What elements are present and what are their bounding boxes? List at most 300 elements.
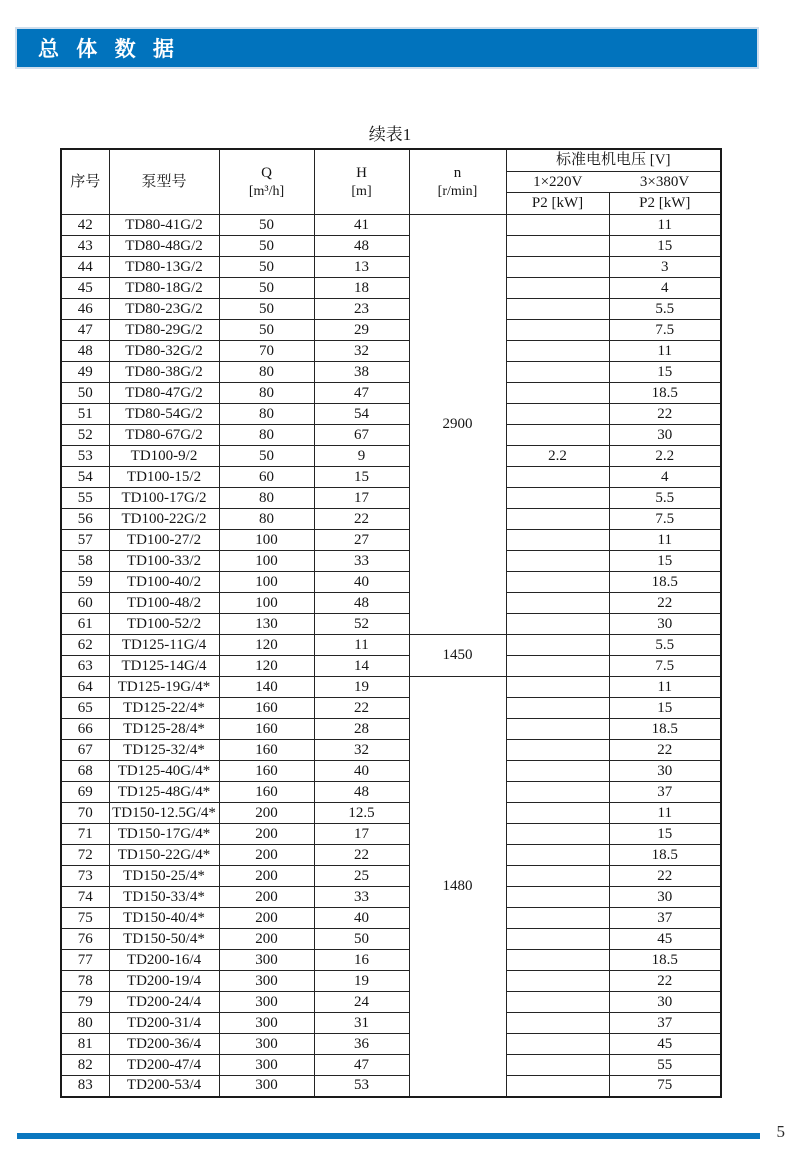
cell-serial: 47 — [61, 320, 109, 341]
cell-flow: 160 — [219, 782, 314, 803]
cell-serial: 61 — [61, 614, 109, 635]
cell-flow: 300 — [219, 1013, 314, 1034]
cell-serial: 56 — [61, 509, 109, 530]
table-row — [61, 782, 721, 803]
cell-flow: 80 — [219, 425, 314, 446]
cell-head: 50 — [314, 929, 409, 950]
cell-model: TD150-40/4* — [109, 908, 219, 929]
cell-p2-380: 22 — [609, 740, 721, 761]
cell-head: 48 — [314, 593, 409, 614]
cell-serial: 67 — [61, 740, 109, 761]
cell-model: TD100-48/2 — [109, 593, 219, 614]
table-row — [61, 593, 721, 614]
cell-serial: 49 — [61, 362, 109, 383]
table-row — [61, 425, 721, 446]
cell-flow: 200 — [219, 845, 314, 866]
table-row — [61, 971, 721, 992]
cell-flow: 200 — [219, 866, 314, 887]
cell-p2-380: 2.2 — [609, 446, 721, 467]
table-row — [61, 992, 721, 1013]
cell-head: 40 — [314, 908, 409, 929]
pump-data-table — [60, 148, 722, 1098]
cell-serial: 64 — [61, 677, 109, 698]
cell-head: 22 — [314, 698, 409, 719]
cell-p2-220 — [506, 614, 609, 635]
cell-serial: 59 — [61, 572, 109, 593]
cell-head: 48 — [314, 782, 409, 803]
table-row — [61, 1034, 721, 1055]
cell-serial: 57 — [61, 530, 109, 551]
cell-p2-380: 15 — [609, 698, 721, 719]
cell-serial: 53 — [61, 446, 109, 467]
cell-flow: 160 — [219, 719, 314, 740]
cell-p2-220 — [506, 1076, 609, 1097]
table-row — [61, 383, 721, 404]
cell-p2-220 — [506, 1013, 609, 1034]
cell-flow: 200 — [219, 887, 314, 908]
cell-model: TD125-28/4* — [109, 719, 219, 740]
cell-flow: 160 — [219, 698, 314, 719]
table-row — [61, 740, 721, 761]
cell-flow: 300 — [219, 971, 314, 992]
cell-serial: 63 — [61, 656, 109, 677]
cell-serial: 76 — [61, 929, 109, 950]
cell-flow: 80 — [219, 383, 314, 404]
cell-flow: 60 — [219, 467, 314, 488]
cell-p2-380: 45 — [609, 929, 721, 950]
cell-p2-380: 55 — [609, 1055, 721, 1076]
cell-flow: 130 — [219, 614, 314, 635]
header-model: 泵型号 — [109, 149, 219, 215]
cell-model: TD200-31/4 — [109, 1013, 219, 1034]
cell-model: TD125-22/4* — [109, 698, 219, 719]
cell-head: 15 — [314, 467, 409, 488]
cell-serial: 42 — [61, 215, 109, 236]
cell-p2-220 — [506, 299, 609, 320]
header-flow-unit: [m³/h] — [248, 183, 285, 199]
cell-p2-220 — [506, 698, 609, 719]
cell-p2-380: 22 — [609, 593, 721, 614]
cell-head: 14 — [314, 656, 409, 677]
cell-p2-220 — [506, 845, 609, 866]
cell-p2-380: 37 — [609, 1013, 721, 1034]
cell-p2-220 — [506, 740, 609, 761]
cell-p2-220 — [506, 1034, 609, 1055]
table-row — [61, 824, 721, 845]
cell-model: TD200-47/4 — [109, 1055, 219, 1076]
cell-p2-380: 18.5 — [609, 383, 721, 404]
cell-p2-220 — [506, 908, 609, 929]
cell-model: TD80-18G/2 — [109, 278, 219, 299]
cell-head: 25 — [314, 866, 409, 887]
cell-serial: 55 — [61, 488, 109, 509]
cell-p2-380: 30 — [609, 614, 721, 635]
table-row — [61, 446, 721, 467]
table-row — [61, 698, 721, 719]
cell-serial: 62 — [61, 635, 109, 656]
cell-flow: 50 — [219, 257, 314, 278]
cell-p2-220 — [506, 383, 609, 404]
header-head-unit: [m] — [351, 183, 372, 199]
header-flow — [219, 149, 314, 215]
cell-head: 67 — [314, 425, 409, 446]
cell-p2-220 — [506, 635, 609, 656]
cell-model: TD80-67G/2 — [109, 425, 219, 446]
cell-serial: 65 — [61, 698, 109, 719]
table-row — [61, 677, 721, 698]
cell-p2-380: 11 — [609, 341, 721, 362]
cell-head: 54 — [314, 404, 409, 425]
cell-model: TD100-27/2 — [109, 530, 219, 551]
cell-head: 47 — [314, 383, 409, 404]
cell-head: 22 — [314, 845, 409, 866]
cell-model: TD80-23G/2 — [109, 299, 219, 320]
cell-p2-220 — [506, 677, 609, 698]
cell-flow: 100 — [219, 530, 314, 551]
header-p2-220: P2 [kW] — [506, 193, 609, 215]
cell-serial: 72 — [61, 845, 109, 866]
cell-flow: 160 — [219, 761, 314, 782]
cell-model: TD150-22G/4* — [109, 845, 219, 866]
header-head — [314, 149, 409, 215]
cell-p2-380: 4 — [609, 278, 721, 299]
cell-p2-220 — [506, 761, 609, 782]
cell-model: TD100-22G/2 — [109, 509, 219, 530]
table-row — [61, 257, 721, 278]
cell-head: 9 — [314, 446, 409, 467]
cell-p2-380: 15 — [609, 362, 721, 383]
cell-flow: 80 — [219, 488, 314, 509]
cell-p2-380: 7.5 — [609, 656, 721, 677]
cell-model: TD80-38G/2 — [109, 362, 219, 383]
cell-model: TD150-33/4* — [109, 887, 219, 908]
cell-model: TD100-15/2 — [109, 467, 219, 488]
cell-model: TD125-19G/4* — [109, 677, 219, 698]
cell-model: TD100-9/2 — [109, 446, 219, 467]
section-title: 总 体 数 据 — [38, 37, 179, 61]
cell-flow: 200 — [219, 929, 314, 950]
cell-speed: 1450 — [409, 635, 506, 677]
table-row — [61, 635, 721, 656]
header-speed-symbol: n — [453, 164, 462, 181]
table-row — [61, 341, 721, 362]
cell-serial: 54 — [61, 467, 109, 488]
table-row — [61, 866, 721, 887]
cell-p2-380: 3 — [609, 257, 721, 278]
cell-p2-380: 5.5 — [609, 635, 721, 656]
header-flow-symbol: Q — [261, 164, 272, 181]
cell-model: TD200-24/4 — [109, 992, 219, 1013]
table-row — [61, 488, 721, 509]
section-title-bar — [15, 27, 759, 69]
cell-serial: 43 — [61, 236, 109, 257]
table-row — [61, 719, 721, 740]
cell-p2-380: 5.5 — [609, 299, 721, 320]
table-header — [61, 149, 721, 215]
cell-serial: 52 — [61, 425, 109, 446]
cell-p2-380: 11 — [609, 530, 721, 551]
cell-p2-380: 30 — [609, 761, 721, 782]
cell-model: TD125-32/4* — [109, 740, 219, 761]
cell-serial: 51 — [61, 404, 109, 425]
cell-p2-380: 5.5 — [609, 488, 721, 509]
cell-serial: 66 — [61, 719, 109, 740]
cell-serial: 79 — [61, 992, 109, 1013]
cell-p2-220 — [506, 404, 609, 425]
cell-flow: 80 — [219, 404, 314, 425]
cell-serial: 83 — [61, 1076, 109, 1097]
cell-p2-220 — [506, 887, 609, 908]
footer-rule — [17, 1133, 760, 1139]
header-voltage-220: 1×220V — [506, 172, 609, 193]
table-row — [61, 614, 721, 635]
table-row — [61, 572, 721, 593]
cell-head: 19 — [314, 971, 409, 992]
cell-flow: 80 — [219, 362, 314, 383]
cell-p2-380: 11 — [609, 677, 721, 698]
cell-head: 18 — [314, 278, 409, 299]
table-row — [61, 887, 721, 908]
cell-head: 41 — [314, 215, 409, 236]
cell-p2-380: 22 — [609, 404, 721, 425]
cell-model: TD80-48G/2 — [109, 236, 219, 257]
cell-p2-220 — [506, 236, 609, 257]
cell-p2-220 — [506, 551, 609, 572]
cell-serial: 50 — [61, 383, 109, 404]
cell-head: 33 — [314, 551, 409, 572]
cell-p2-220 — [506, 593, 609, 614]
cell-flow: 200 — [219, 824, 314, 845]
cell-p2-220 — [506, 257, 609, 278]
cell-p2-220 — [506, 320, 609, 341]
cell-head: 32 — [314, 740, 409, 761]
cell-serial: 48 — [61, 341, 109, 362]
cell-flow: 50 — [219, 215, 314, 236]
cell-p2-380: 4 — [609, 467, 721, 488]
table-row — [61, 236, 721, 257]
cell-serial: 81 — [61, 1034, 109, 1055]
header-head-symbol: H — [356, 164, 367, 181]
table-row — [61, 761, 721, 782]
table-row — [61, 278, 721, 299]
cell-flow: 200 — [219, 908, 314, 929]
cell-p2-380: 18.5 — [609, 719, 721, 740]
cell-p2-380: 15 — [609, 824, 721, 845]
cell-model: TD125-11G/4 — [109, 635, 219, 656]
cell-head: 53 — [314, 1076, 409, 1097]
cell-p2-380: 15 — [609, 551, 721, 572]
cell-model: TD80-32G/2 — [109, 341, 219, 362]
cell-p2-220 — [506, 488, 609, 509]
cell-flow: 50 — [219, 299, 314, 320]
cell-flow: 300 — [219, 1076, 314, 1097]
cell-head: 17 — [314, 824, 409, 845]
cell-p2-380: 11 — [609, 215, 721, 236]
table-row — [61, 530, 721, 551]
cell-head: 52 — [314, 614, 409, 635]
cell-head: 12.5 — [314, 803, 409, 824]
cell-head: 11 — [314, 635, 409, 656]
cell-model: TD125-40G/4* — [109, 761, 219, 782]
cell-head: 28 — [314, 719, 409, 740]
table-row — [61, 551, 721, 572]
cell-flow: 80 — [219, 509, 314, 530]
cell-p2-220 — [506, 992, 609, 1013]
table-row — [61, 215, 721, 236]
cell-p2-380: 22 — [609, 866, 721, 887]
page-number: 5 — [776, 1122, 785, 1141]
cell-serial: 80 — [61, 1013, 109, 1034]
cell-model: TD100-33/2 — [109, 551, 219, 572]
cell-head: 33 — [314, 887, 409, 908]
cell-model: TD80-13G/2 — [109, 257, 219, 278]
cell-model: TD80-47G/2 — [109, 383, 219, 404]
cell-flow: 200 — [219, 803, 314, 824]
table-row — [61, 950, 721, 971]
cell-model: TD150-12.5G/4* — [109, 803, 219, 824]
cell-serial: 77 — [61, 950, 109, 971]
cell-serial: 46 — [61, 299, 109, 320]
cell-flow: 50 — [219, 446, 314, 467]
cell-flow: 120 — [219, 656, 314, 677]
cell-serial: 44 — [61, 257, 109, 278]
cell-p2-380: 15 — [609, 236, 721, 257]
cell-serial: 69 — [61, 782, 109, 803]
cell-speed: 1480 — [409, 677, 506, 1097]
table-row — [61, 362, 721, 383]
cell-model: TD200-53/4 — [109, 1076, 219, 1097]
cell-p2-220 — [506, 950, 609, 971]
cell-head: 13 — [314, 257, 409, 278]
cell-p2-220 — [506, 656, 609, 677]
table-row — [61, 1013, 721, 1034]
cell-p2-220 — [506, 425, 609, 446]
table-caption: 续表1 — [368, 125, 412, 144]
cell-p2-380: 7.5 — [609, 320, 721, 341]
cell-flow: 50 — [219, 236, 314, 257]
cell-serial: 71 — [61, 824, 109, 845]
cell-p2-220 — [506, 572, 609, 593]
cell-p2-380: 37 — [609, 908, 721, 929]
cell-flow: 50 — [219, 320, 314, 341]
cell-serial: 60 — [61, 593, 109, 614]
cell-flow: 300 — [219, 950, 314, 971]
cell-head: 47 — [314, 1055, 409, 1076]
cell-model: TD80-54G/2 — [109, 404, 219, 425]
cell-head: 16 — [314, 950, 409, 971]
table-row — [61, 908, 721, 929]
cell-model: TD100-17G/2 — [109, 488, 219, 509]
cell-p2-220 — [506, 362, 609, 383]
cell-model: TD150-17G/4* — [109, 824, 219, 845]
cell-p2-220 — [506, 929, 609, 950]
table-row — [61, 509, 721, 530]
cell-p2-220 — [506, 467, 609, 488]
cell-head: 17 — [314, 488, 409, 509]
cell-model: TD80-29G/2 — [109, 320, 219, 341]
table-row — [61, 467, 721, 488]
cell-p2-380: 18.5 — [609, 572, 721, 593]
cell-model: TD100-52/2 — [109, 614, 219, 635]
cell-model: TD150-50/4* — [109, 929, 219, 950]
cell-flow: 100 — [219, 551, 314, 572]
cell-p2-380: 30 — [609, 425, 721, 446]
cell-p2-220 — [506, 824, 609, 845]
cell-p2-220 — [506, 803, 609, 824]
header-voltage-group: 标准电机电压 [V] — [506, 149, 721, 172]
table-row — [61, 1076, 721, 1097]
cell-p2-220 — [506, 971, 609, 992]
cell-serial: 74 — [61, 887, 109, 908]
cell-head: 23 — [314, 299, 409, 320]
cell-p2-220 — [506, 278, 609, 299]
table-row — [61, 656, 721, 677]
cell-p2-380: 30 — [609, 992, 721, 1013]
cell-head: 24 — [314, 992, 409, 1013]
cell-p2-380: 37 — [609, 782, 721, 803]
cell-p2-220: 2.2 — [506, 446, 609, 467]
header-p2-380: P2 [kW] — [609, 193, 721, 215]
cell-head: 22 — [314, 509, 409, 530]
cell-serial: 78 — [61, 971, 109, 992]
cell-flow: 100 — [219, 572, 314, 593]
cell-flow: 140 — [219, 677, 314, 698]
cell-head: 31 — [314, 1013, 409, 1034]
table-row — [61, 845, 721, 866]
cell-head: 40 — [314, 761, 409, 782]
cell-serial: 82 — [61, 1055, 109, 1076]
cell-head: 32 — [314, 341, 409, 362]
cell-p2-380: 18.5 — [609, 950, 721, 971]
cell-model: TD200-36/4 — [109, 1034, 219, 1055]
cell-p2-220 — [506, 509, 609, 530]
table-row — [61, 929, 721, 950]
cell-speed: 2900 — [409, 215, 506, 635]
cell-head: 27 — [314, 530, 409, 551]
cell-flow: 100 — [219, 593, 314, 614]
cell-serial: 68 — [61, 761, 109, 782]
cell-p2-220 — [506, 215, 609, 236]
cell-flow: 300 — [219, 1034, 314, 1055]
cell-flow: 300 — [219, 1055, 314, 1076]
table-body — [61, 215, 721, 1097]
cell-head: 38 — [314, 362, 409, 383]
header-voltage-380: 3×380V — [609, 172, 721, 193]
cell-p2-380: 11 — [609, 803, 721, 824]
cell-serial: 45 — [61, 278, 109, 299]
cell-head: 40 — [314, 572, 409, 593]
cell-model: TD100-40/2 — [109, 572, 219, 593]
table-row — [61, 1055, 721, 1076]
header-serial: 序号 — [61, 149, 109, 215]
cell-p2-380: 45 — [609, 1034, 721, 1055]
cell-p2-220 — [506, 341, 609, 362]
cell-flow: 50 — [219, 278, 314, 299]
cell-serial: 58 — [61, 551, 109, 572]
cell-flow: 70 — [219, 341, 314, 362]
header-speed — [409, 149, 506, 215]
cell-serial: 70 — [61, 803, 109, 824]
cell-model: TD125-48G/4* — [109, 782, 219, 803]
cell-p2-380: 18.5 — [609, 845, 721, 866]
table-row — [61, 404, 721, 425]
cell-p2-220 — [506, 1055, 609, 1076]
header-speed-unit: [r/min] — [437, 183, 478, 199]
cell-flow: 120 — [219, 635, 314, 656]
cell-p2-380: 22 — [609, 971, 721, 992]
cell-model: TD200-16/4 — [109, 950, 219, 971]
cell-p2-380: 30 — [609, 887, 721, 908]
